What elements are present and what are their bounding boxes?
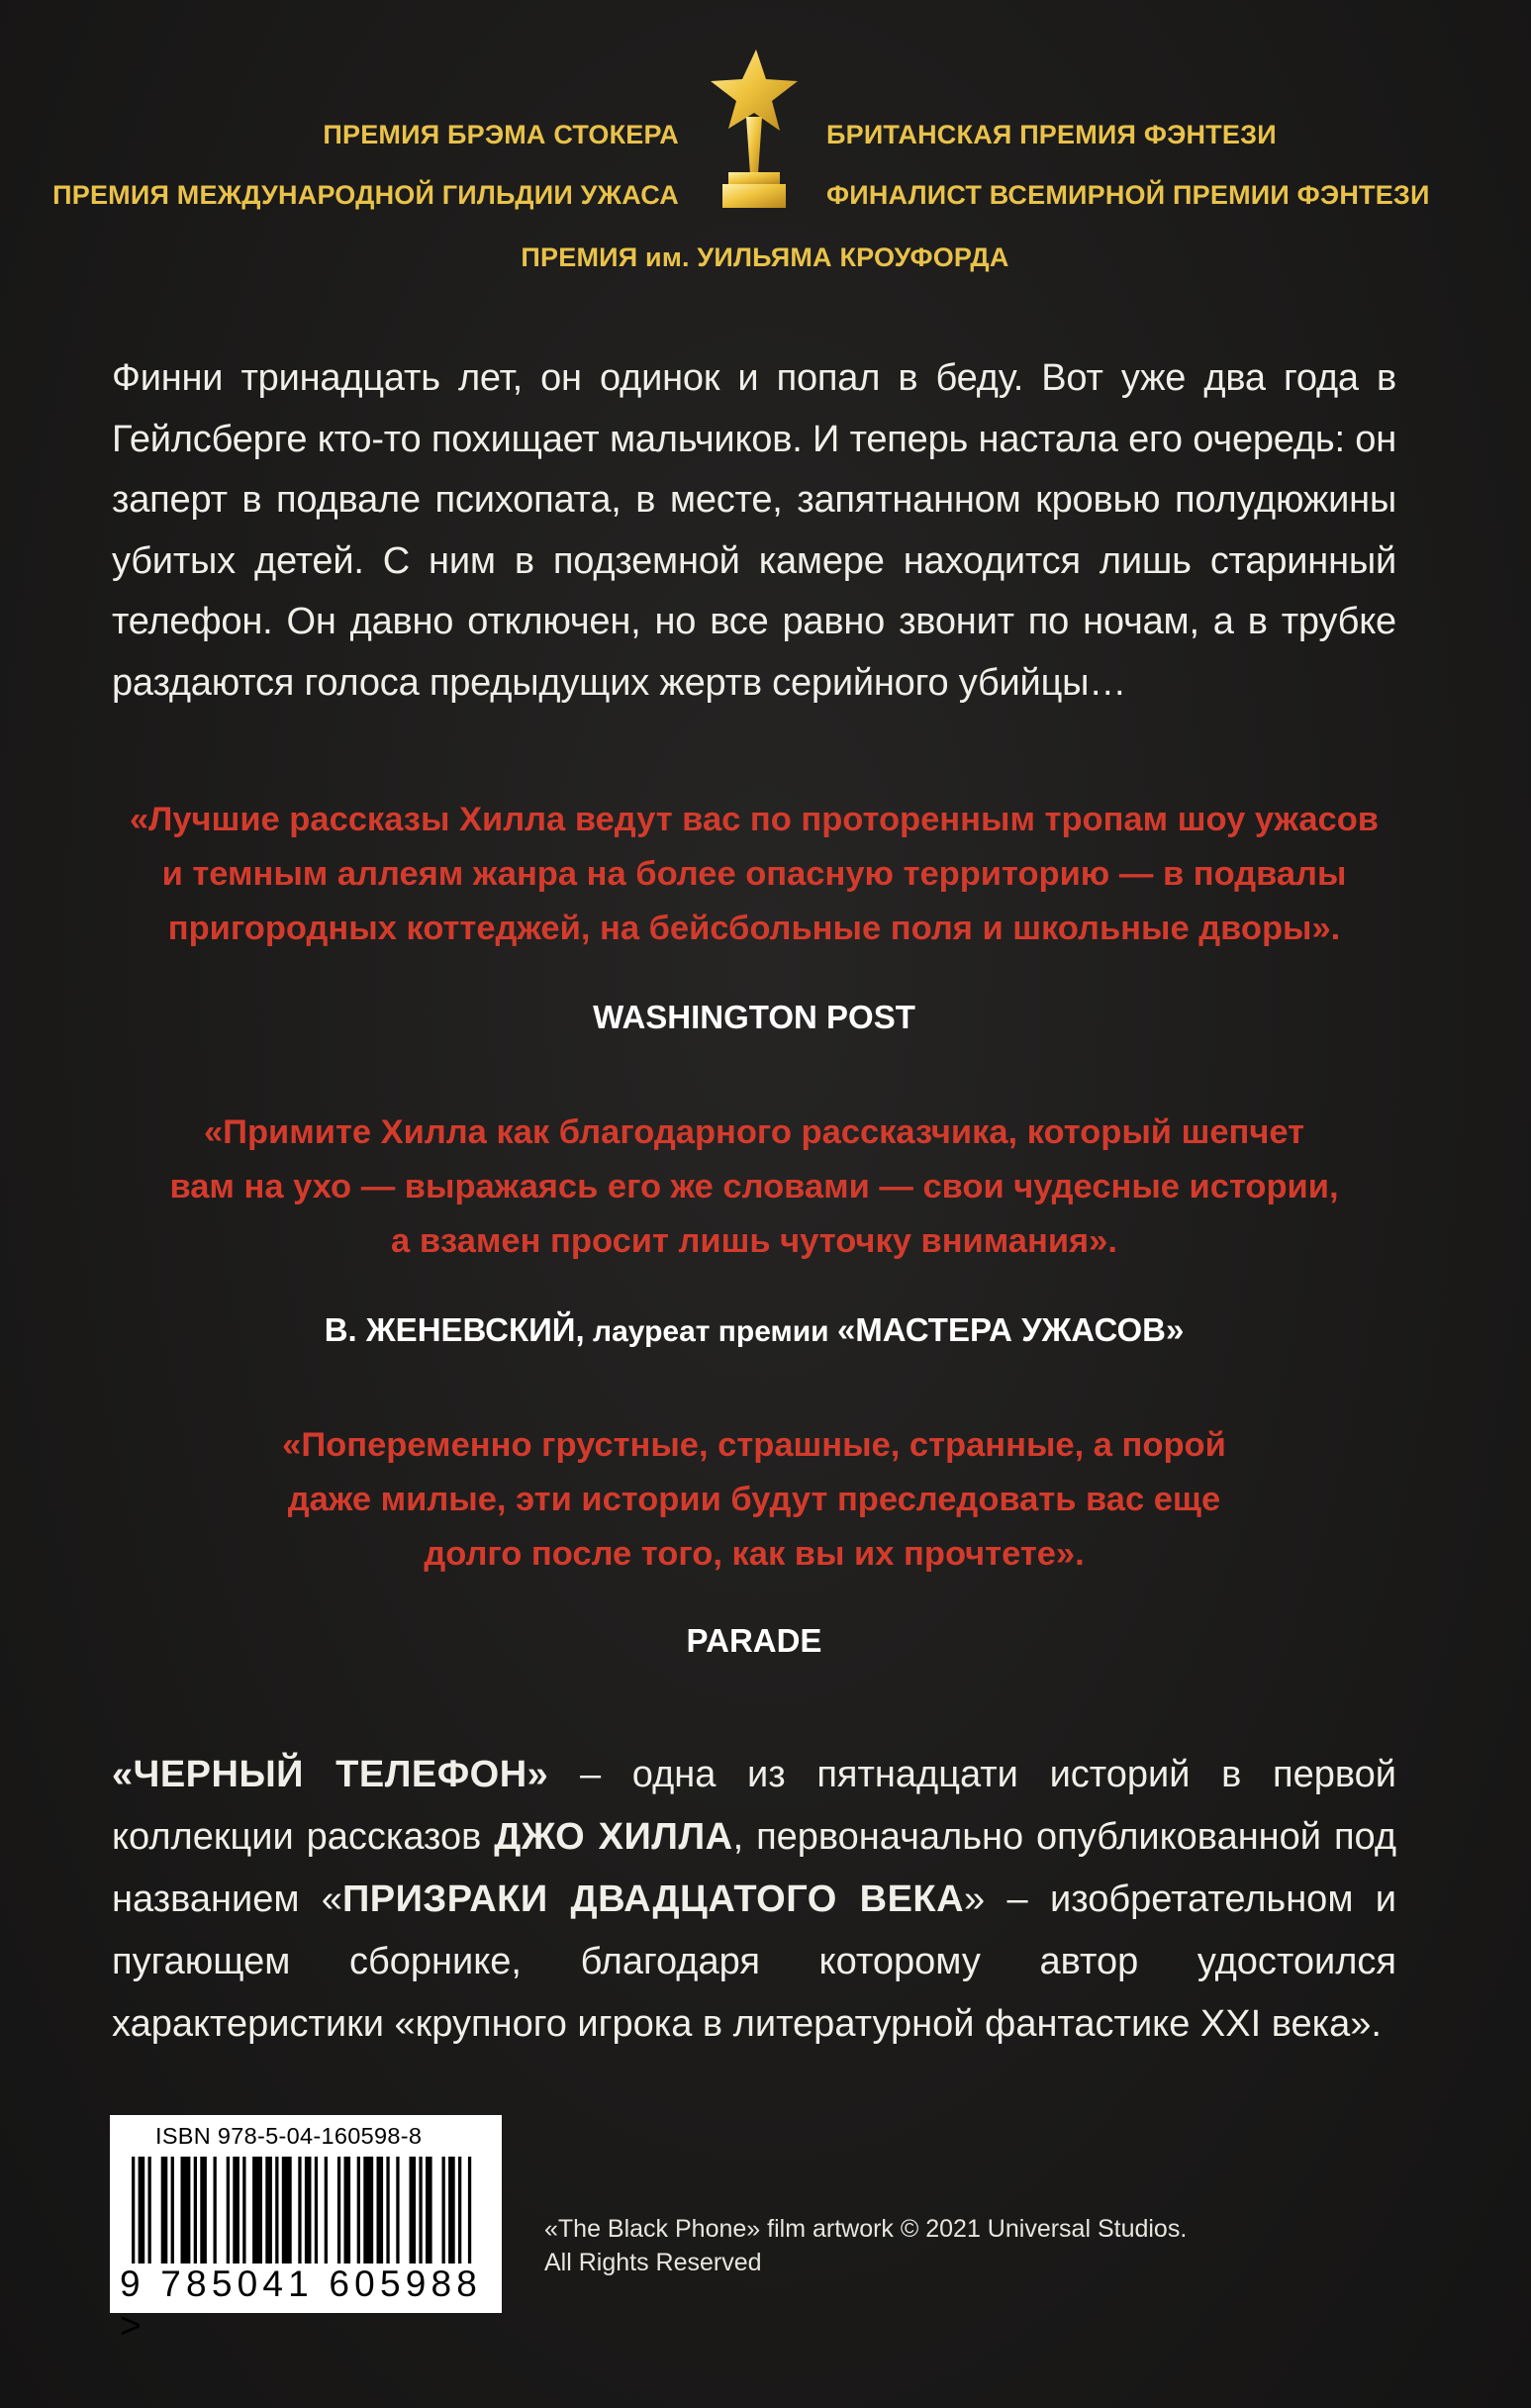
quote-line: долго после того, как вы их прочтете».: [424, 1535, 1085, 1573]
quote-source-washington-post: WASHINGTON POST: [593, 999, 915, 1035]
about-part: , первоначально опубликованной под названием «: [112, 1816, 1396, 1920]
quote-line: вам на ухо — выражаясь его же словами — свои чудесные истории,: [169, 1168, 1339, 1205]
about-part: – одна из пятнадцати историй в первой коллекции рассказов: [112, 1754, 1396, 1858]
about-part: » – изобретательном и пугающем сборнике, благодаря которому автор удостоился характеристики «крупного игрока в литературной фантастике XXI века».: [112, 1878, 1397, 2045]
collection-title: ПРИЗРАКИ ДВАДЦАТОГО ВЕКА: [341, 1878, 965, 1920]
quote-source-zhenevsky: [112, 1310, 1396, 1352]
award-stoker: ПРЕМИЯ БРЭМА СТОКЕРА: [323, 120, 679, 149]
quote-parade: [112, 1418, 1396, 1582]
copyright-notice: [544, 2212, 1237, 2279]
source-description: лауреат премии: [584, 1315, 837, 1348]
quote-line: «Попеременно грустные, страшные, странные, а порой: [282, 1426, 1226, 1464]
synopsis-text: Финни тринадцать лет, он одинок и попал в беду. Вот уже два года в Гейлсберге кто-то похищает мальчиков. И теперь настала его очередь: он заперт в подвале психопата, в месте, запятнанном кровью полудюжины убитых детей. С ним в подземной камере находится лишь старинный телефон. Он давно отключен, но все равно звонит по ночам, а в трубке раздаются голоса предыдущих жертв серийного убийцы…: [112, 357, 1396, 704]
book-title: «ЧЕРНЫЙ ТЕЛЕФОН»: [112, 1754, 549, 1795]
quote-line: «Примите Хилла как благодарного рассказчика, который шепчет: [203, 1113, 1305, 1151]
copyright-line: All Rights Reserved: [544, 2249, 762, 2276]
award-crawford: ПРЕМИЯ им. УИЛЬЯМА КРОУФОРДА: [521, 242, 1009, 272]
author-name: ДЖО ХИЛЛА: [494, 1816, 733, 1858]
trophy-star-icon: [699, 48, 802, 210]
isbn-label: ISBN 978-5-04-160598-8: [155, 2123, 423, 2149]
quote-washington-post: [112, 793, 1396, 956]
barcode-digits: 9 785041 605988 >: [120, 2264, 483, 2346]
quote-line: а взамен просит лишь чуточку внимания».: [391, 1222, 1117, 1260]
quote-line: и темным аллеям жанра на более опасную территорию — в подвалы: [161, 855, 1347, 893]
quote-source-parade: PARADE: [686, 1622, 822, 1659]
source-award: «МАСТЕРА УЖАСОВ»: [836, 1311, 1185, 1348]
award-horror-guild: ПРЕМИЯ МЕЖДУНАРОДНОЙ ГИЛЬДИИ УЖАСА: [52, 180, 679, 210]
award-world-fantasy-finalist: ФИНАЛИСТ ВСЕМИРНОЙ ПРЕМИИ ФЭНТЕЗИ: [826, 180, 1430, 210]
source-name: В. ЖЕНЕВСКИЙ,: [324, 1311, 585, 1348]
quote-line: «Лучшие рассказы Хилла ведут вас по проторенным тропам шоу ужасов: [129, 801, 1380, 838]
quote-line: даже милые, эти истории будут преследовать вас еще: [287, 1481, 1221, 1518]
isbn-barcode: [110, 2115, 502, 2346]
copyright-line: «The Black Phone» film artwork © 2021 Universal Studios.: [544, 2215, 1188, 2243]
award-british-fantasy: БРИТАНСКАЯ ПРЕМИЯ ФЭНТЕЗИ: [826, 120, 1277, 149]
about-collection-text: [112, 1744, 1396, 2056]
quote-line: пригородных коттеджей, на бейсбольные поля и школьные дворы».: [167, 910, 1341, 947]
quote-zhenevsky: [112, 1106, 1396, 1269]
